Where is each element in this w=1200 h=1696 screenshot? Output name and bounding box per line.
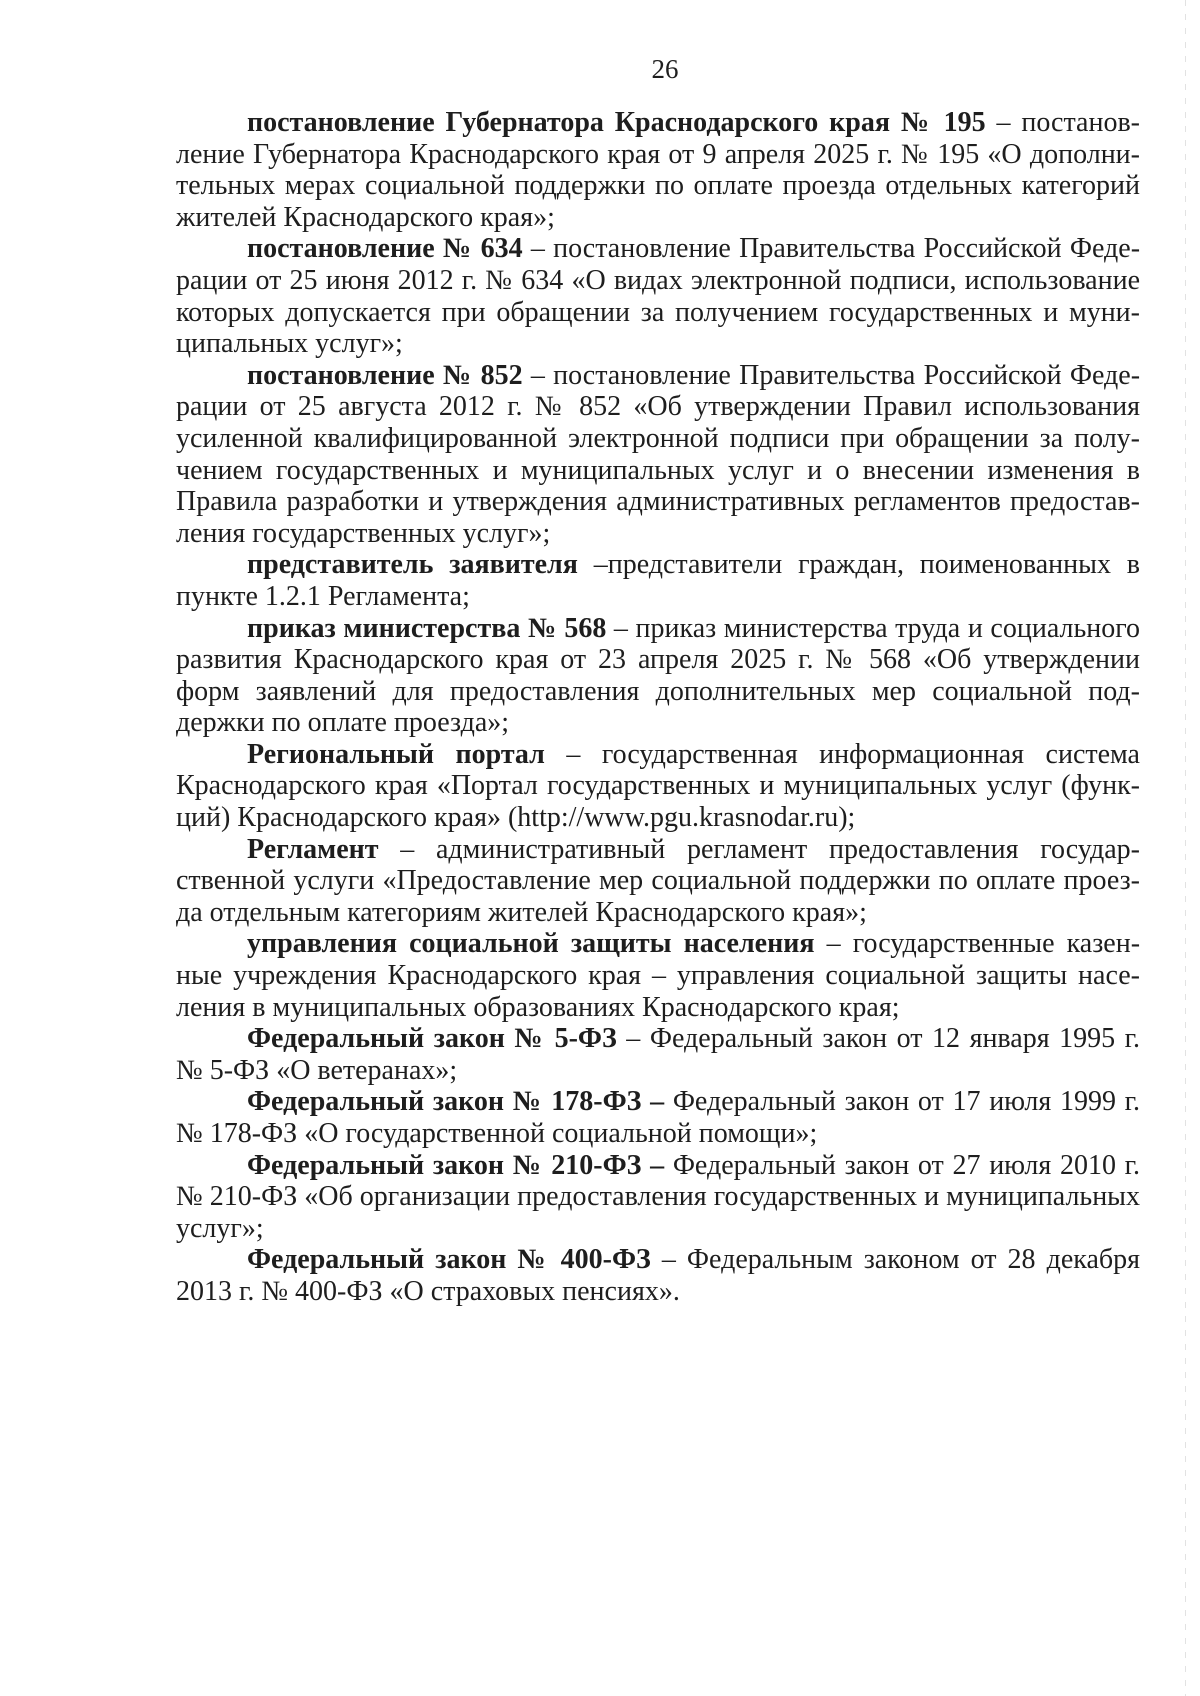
definition-separator — [664, 1086, 673, 1117]
scan-edge-line — [1185, 0, 1186, 1696]
definition-text: Федеральный закон от 17 июля 1999 г. № 178-ФЗ «О государственной социальной помощи»; — [176, 1086, 1140, 1149]
definition-text: постановление Губернатора Краснодарского края от 9 апреля 2025 г. № 195 «О дополнительных мерах социальной поддержки по оплате проезда отдельных категорий жителей Краснодарского края»; — [176, 107, 1140, 233]
definition-text: постановление Правительства Российской Федерации от 25 июня 2012 г. № 634 «О видах электронной подписи, использование которых допускается при обращении за получением государственных и муниципальных услуг»; — [176, 233, 1141, 360]
definition-separator — [664, 1150, 673, 1181]
definition-term: постановление Губернатора Краснодарского края № 195 — [247, 107, 986, 138]
definition-paragraph — [176, 107, 1140, 233]
definition-term: постановление № 634 — [247, 233, 523, 265]
definition-text: представители граждан, поименованных в пункте 1.2.1 Регламента; — [176, 549, 1140, 612]
definition-paragraph — [176, 1086, 1140, 1149]
definition-term: постановление № 852 — [247, 359, 523, 391]
definition-text: Федеральный закон от 27 июля 2010 г. № 210-ФЗ «Об организации предоставления государственных и муниципальных услуг»; — [176, 1149, 1140, 1244]
definition-text: приказ министерства труда и социального развития Краснодарского края от 23 апреля 2025 г. № 568 «Об утверждении форм заявлений для предоставления дополнительных мер социальной поддержки по оплате проезда»; — [176, 612, 1141, 739]
definition-separator: – — [814, 928, 853, 960]
definition-paragraph — [176, 1023, 1140, 1086]
definition-term: Федеральный закон № 178-ФЗ – — [247, 1086, 665, 1118]
definition-separator: – — [544, 738, 602, 770]
definition-paragraph — [176, 613, 1140, 739]
definition-paragraph — [176, 360, 1140, 550]
definition-paragraph — [176, 834, 1140, 929]
definition-separator: – — [616, 1023, 650, 1055]
definition-paragraph — [176, 739, 1140, 834]
definition-term: Федеральный закон № 210-ФЗ – — [247, 1149, 665, 1181]
definition-paragraph — [176, 233, 1140, 359]
definition-separator: – — [606, 612, 636, 644]
definition-text: постановление Правительства Российской Федерации от 25 августа 2012 г. № 852 «Об утверждении Правил использования усиленной квалифицированной электронной подписи при обращении за получением государственных и муниципальных услуг и о внесении изменения в Правила разработки и утверждения административных регламентов предоставления государственных услуг»; — [176, 359, 1141, 549]
definition-paragraph — [176, 928, 1140, 1023]
definition-term: Регламент — [247, 833, 379, 865]
definition-separator: – — [378, 833, 436, 865]
definition-paragraph — [176, 1244, 1140, 1307]
definition-term: Региональный портал — [247, 738, 545, 770]
definition-term: Федеральный закон № 5-ФЗ — [247, 1023, 617, 1055]
definition-separator: – — [577, 549, 608, 581]
definition-term: приказ министерства № 568 — [247, 612, 607, 644]
page-number: 26 — [651, 54, 679, 84]
definition-term: Федеральный закон № 400-ФЗ — [247, 1244, 651, 1276]
definition-separator: – — [522, 233, 554, 265]
definition-term: управления социальной защиты населения — [247, 928, 815, 960]
definitions-list — [176, 107, 1140, 1308]
definition-text: административный регламент предоставления государственной услуги «Предоставление мер социальной поддержки по оплате проезда отдельным категориям жителей Краснодарского края»; — [176, 833, 1140, 928]
definition-text: государственные казенные учреждения Краснодарского края – управления социальной защиты населения в муниципальных образованиях Краснодарского края; — [176, 928, 1141, 1023]
definition-paragraph — [176, 1150, 1140, 1245]
definition-separator: – — [650, 1244, 687, 1276]
definition-term: представитель заявителя — [247, 549, 578, 581]
definition-separator: – — [985, 107, 1022, 138]
definition-paragraph — [176, 549, 1140, 612]
definition-text: Федеральный закон от 12 января 1995 г. № 5-ФЗ «О ветеранах»; — [176, 1023, 1140, 1086]
definition-text: государственная информационная система Краснодарского края «Портал государственных и муниципальных услуг (функций) Краснодарского края» (http://www.pgu.krasnodar.ru); — [176, 738, 1140, 834]
definition-text: Федеральным законом от 28 декабря 2013 г. № 400-ФЗ «О страховых пенсиях». — [176, 1244, 1140, 1307]
definition-separator: – — [522, 359, 554, 391]
